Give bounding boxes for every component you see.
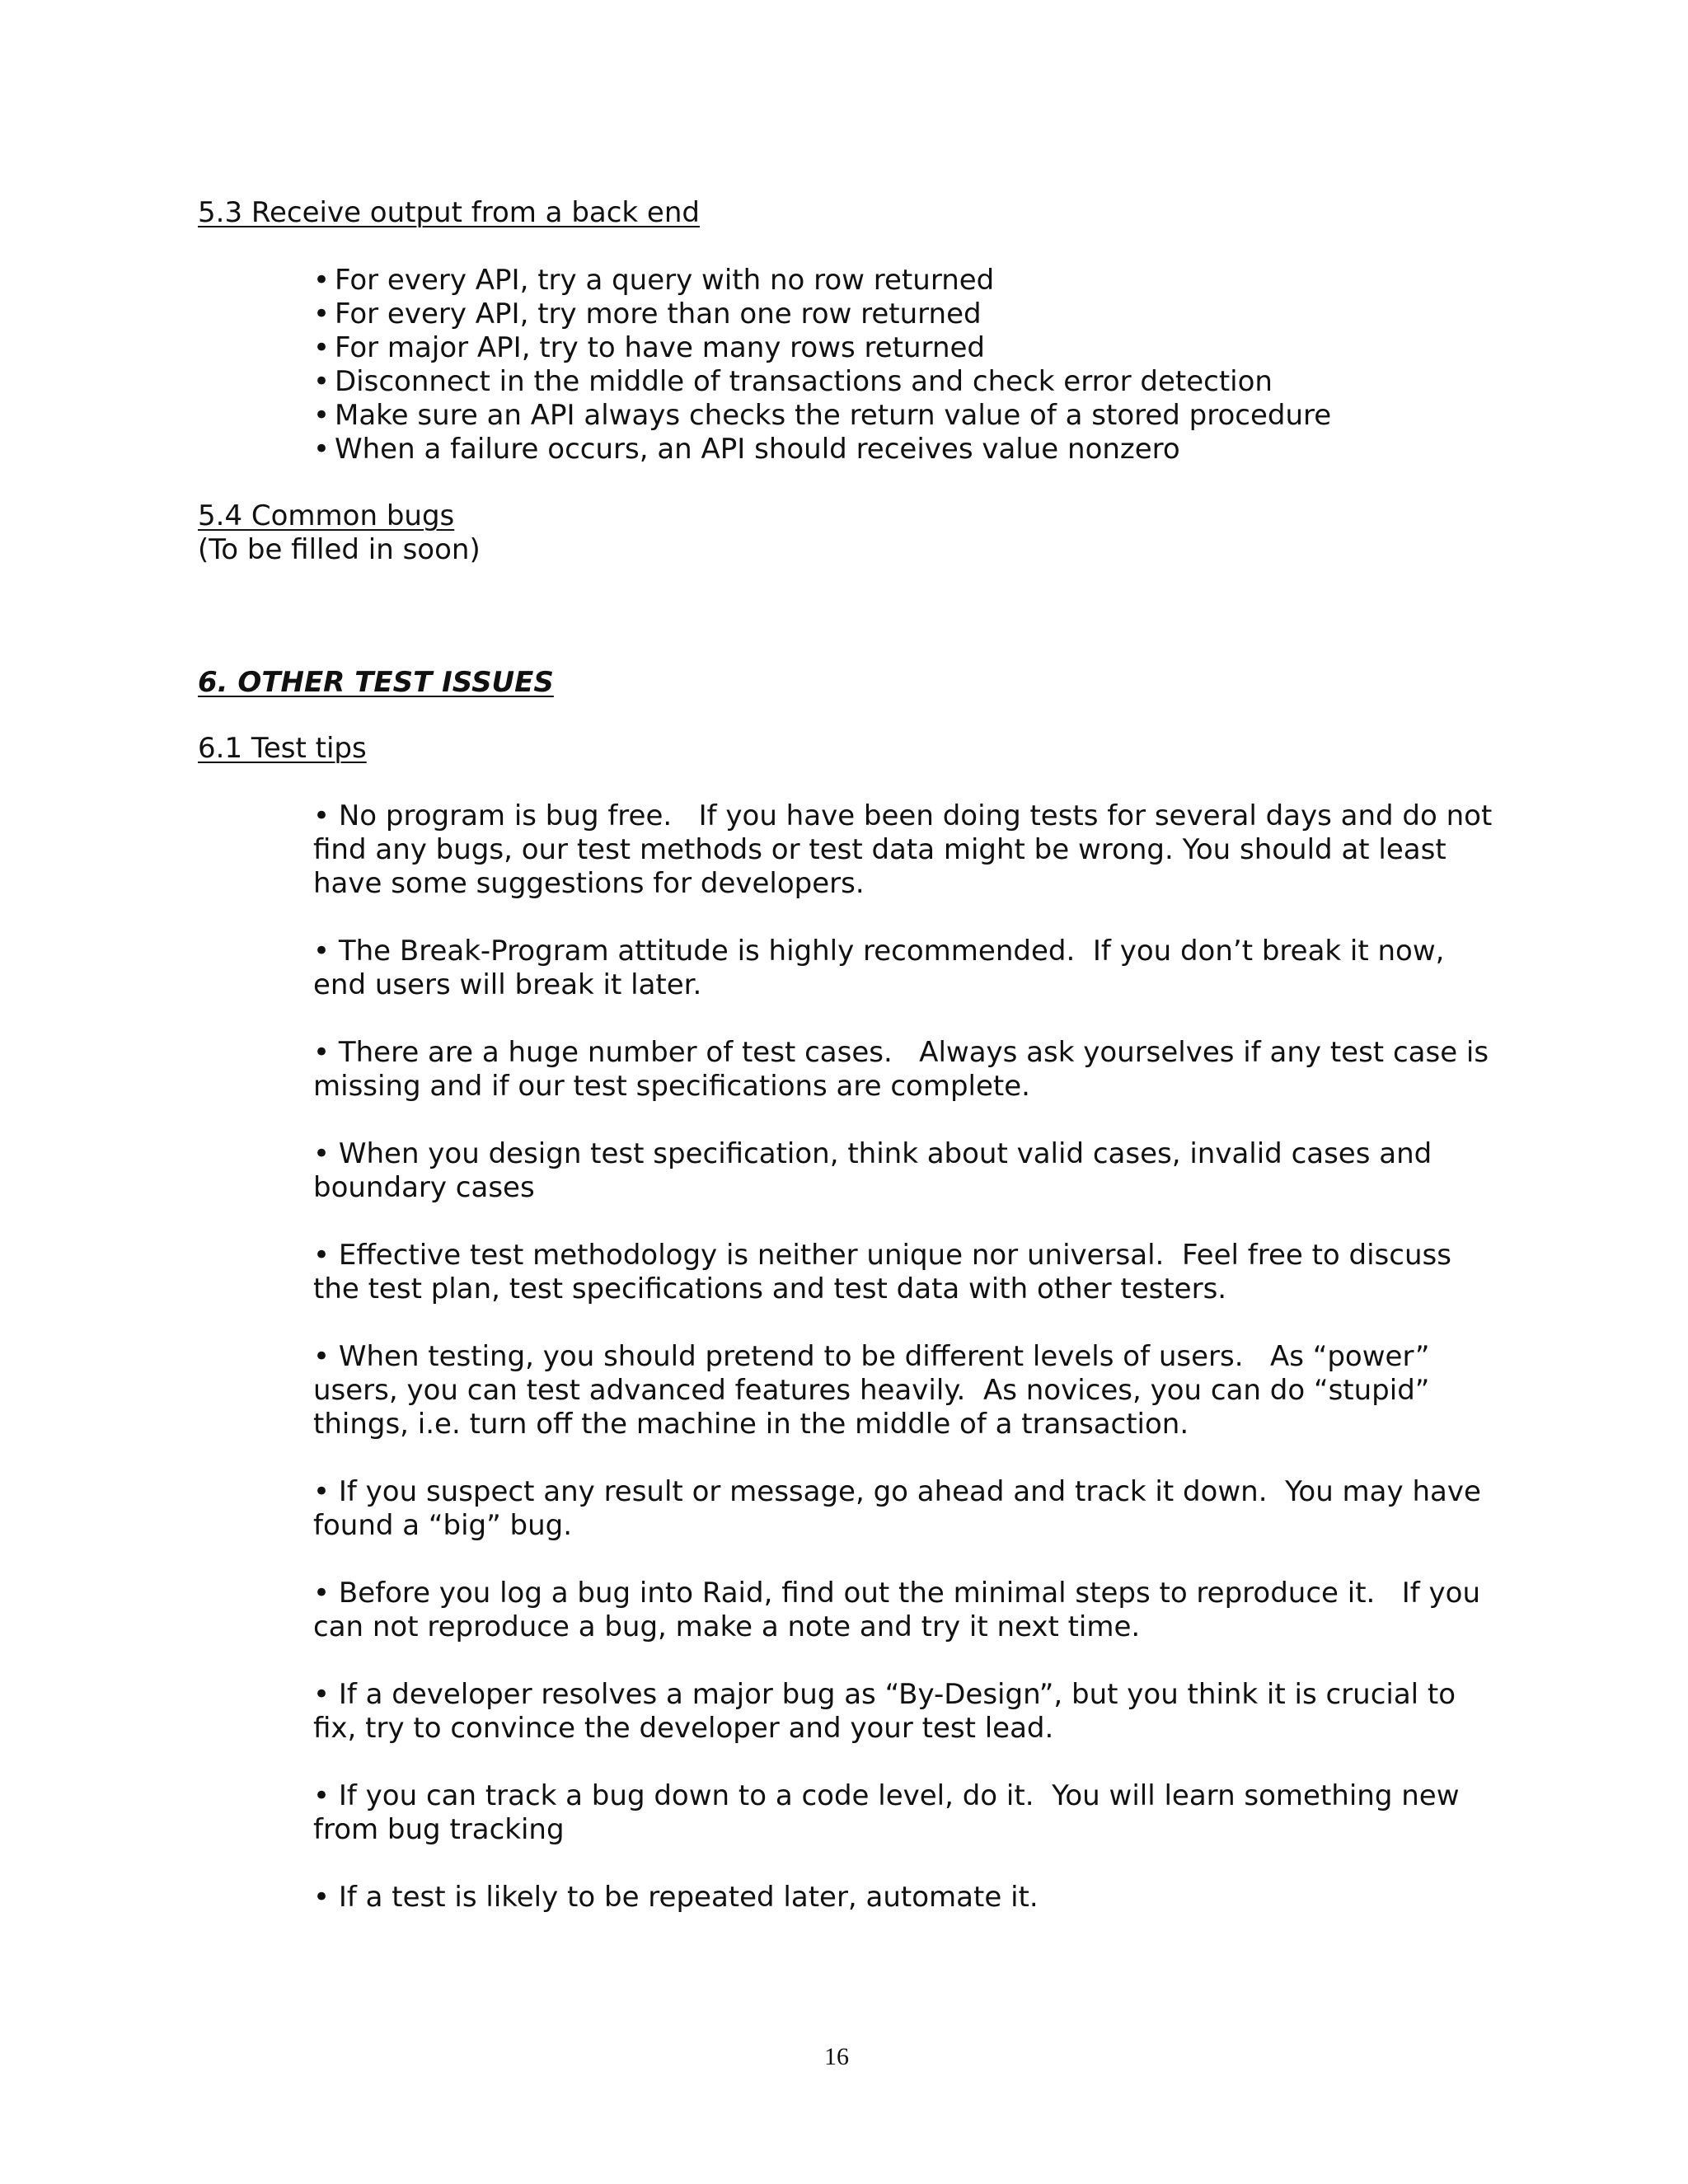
list-item-text: For every API, try a query with no row returned: [335, 264, 995, 297]
list-item-text: When a failure occurs, an API should receives value nonzero: [335, 433, 1180, 466]
tip-paragraph: • If a test is likely to be repeated later, automate it.: [313, 1881, 1039, 1914]
bullet-icon: •: [313, 264, 331, 297]
bullet-icon: •: [313, 298, 331, 330]
list-item-text: For every API, try more than one row returned: [335, 298, 982, 330]
list-item-text: Make sure an API always checks the return value of a stored procedure: [335, 399, 1332, 432]
tip-paragraph: • If you suspect any result or message, go ahead and track it down. You may have found a “big” bug.: [313, 1475, 1490, 1542]
list-item: [313, 331, 1331, 365]
list-item: [313, 298, 1331, 331]
bullet-icon: •: [313, 399, 331, 432]
tip-paragraph: • When testing, you should pretend to be different levels of users. As “power” users, you can test advanced features heavily. As novices, you can do “stupid” things, i.e. turn off the machine in the middle of a transaction.: [313, 1340, 1439, 1441]
section-6-heading: 6. OTHER TEST ISSUES: [198, 666, 554, 699]
list-item-text: Disconnect in the middle of transactions and check error detection: [335, 365, 1273, 398]
page-number: 16: [824, 2043, 849, 2070]
tip-paragraph: • There are a huge number of test cases. Always ask yourselves if any test case is missing and if our test specifications are complete.: [313, 1036, 1498, 1103]
tip-paragraph: • When you design test specification, think about valid cases, invalid cases and boundary cases: [313, 1137, 1442, 1204]
bullet-icon: •: [313, 433, 331, 466]
tip-paragraph: • Effective test methodology is neither unique nor universal. Feel free to discuss the test plan, test specifications and test data with other testers.: [313, 1239, 1461, 1305]
bullet-icon: •: [313, 365, 331, 398]
tip-paragraph: • No program is bug free. If you have been doing tests for several days and do not find any bugs, our test methods or test data might be wrong. You should at least have some suggestions for developers.: [313, 799, 1502, 900]
list-item: [313, 399, 1331, 433]
list-item: [313, 365, 1331, 399]
tip-paragraph: • The Break-Program attitude is highly recommended. If you don’t break it now, end users will break it later.: [313, 935, 1454, 1001]
section-5-4-heading: 5.4 Common bugs: [198, 499, 455, 532]
bullet-icon: •: [313, 331, 331, 364]
section-6-1-heading: 6.1 Test tips: [198, 732, 367, 765]
section-5-4-note: (To be filled in soon): [198, 533, 481, 566]
section-5-3-heading: 5.3 Receive output from a back end: [198, 196, 700, 229]
list-item: [313, 433, 1331, 466]
list-item: [313, 264, 1331, 298]
list-item-text: For major API, try to have many rows returned: [335, 331, 985, 364]
tip-paragraph: • If you can track a bug down to a code level, do it. You will learn something new from bug tracking: [313, 1779, 1469, 1846]
tip-paragraph: • If a developer resolves a major bug as “By-Design”, but you think it is crucial to fix, try to convince the developer and your test lead.: [313, 1678, 1465, 1745]
test-tips-list: [313, 799, 1500, 1915]
tip-paragraph: • Before you log a bug into Raid, find out the minimal steps to reproduce it. If you can not reproduce a bug, make a note and try it next time.: [313, 1577, 1489, 1643]
section-5-3-list: [313, 264, 1331, 466]
